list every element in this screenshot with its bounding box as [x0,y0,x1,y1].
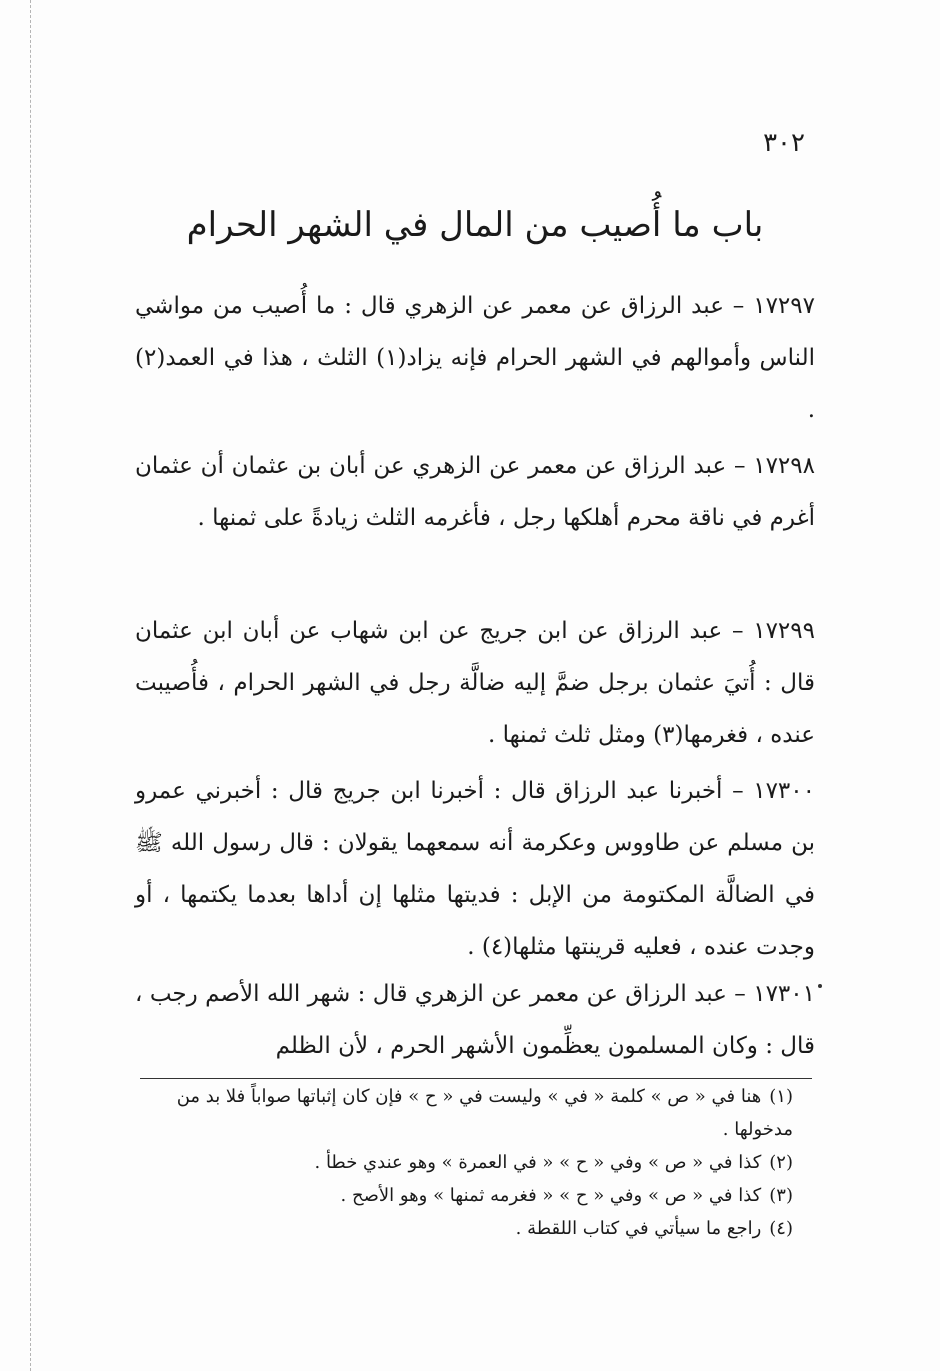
hadith-text: – عبد الرزاق عن ابن جريج عن ابن شهاب عن أبان ابن عثمان قال : أُتيَ عثمان برجل ضمَّ إليه ضالَّة رجل في الشهر الحرام ، فأُصيبت عنده ، فغرمها(٣) ومثل ثلث ثمنها . [135,618,815,748]
margin-dot [818,984,822,988]
footnote-number: (٢) [769,1152,793,1173]
hadith-paragraph [135,605,815,761]
hadith-number: ١٧٢٩٧ [753,293,815,319]
footnote-number: (١) [769,1086,793,1107]
hadith-number: ١٧٣٠٠ [753,778,815,804]
footnote-text: كذا في « ص » وفي « ح » « في العمرة » وهو عندي خطأ . [314,1152,762,1173]
hadith-text: – عبد الرزاق عن معمر عن الزهري قال : شهر الله الأصم رجب ، قال : وكان المسلمون يعظِّمون الأشهر الحرم ، لأن الظلم [135,981,815,1059]
footnote [135,1080,815,1146]
hadith-number: ١٧٢٩٨ [753,453,815,479]
footnote-text: كذا في « ص » وفي « ح » « فغرمه ثمنها » وهو الأصح . [340,1185,762,1206]
hadith-paragraph [135,765,815,973]
footnote-separator [140,1078,812,1079]
hadith-paragraph [135,280,815,436]
page-number: ٣٠٢ [763,128,805,158]
hadith-paragraph [135,440,815,544]
page-margin-line [30,0,31,1371]
hadith-text: – عبد الرزاق عن معمر عن الزهري قال : ما أُصيب من مواشي الناس وأموالهم في الشهر الحرام فإنه يزاد(١) الثلث ، هذا في العمد(٢) . [135,293,815,423]
hadith-text: – أخبرنا عبد الرزاق قال : أخبرنا ابن جريج قال : أخبرني عمرو بن مسلم عن طاووس وعكرمة أنه سمعهما يقولان : قال رسول الله ﷺ في الضالَّة المكتومة من الإبل : فديتها مثلها إن أداها بعدما يكتمها ، أو وجدت عنده ، فعليه قرينتها مثلها(٤) . [135,778,815,960]
footnote [135,1146,815,1179]
footnote-number: (٤) [769,1218,793,1239]
footnote-text: راجع ما سيأتي في كتاب اللقطة . [515,1218,762,1239]
hadith-paragraph [135,968,815,1072]
chapter-title: باب ما أُصيب من المال في الشهر الحرام [186,205,764,245]
footnote [135,1179,815,1212]
footnote-number: (٣) [769,1185,793,1206]
hadith-number: ١٧٣٠١ [753,981,815,1007]
footnote [135,1212,815,1245]
footnote-text: هنا في « ص » كلمة « في » وليست في « ح » فإن كان إثباتها صواباً فلا بد من مدخولها . [176,1086,793,1140]
hadith-text: – عبد الرزاق عن معمر عن الزهري عن أبان بن عثمان أن عثمان أغرم في ناقة محرم أهلكها رجل ، فأغرمه الثلث زيادةً على ثمنها . [135,453,815,531]
hadith-number: ١٧٢٩٩ [753,618,815,644]
footnotes [135,1080,815,1245]
